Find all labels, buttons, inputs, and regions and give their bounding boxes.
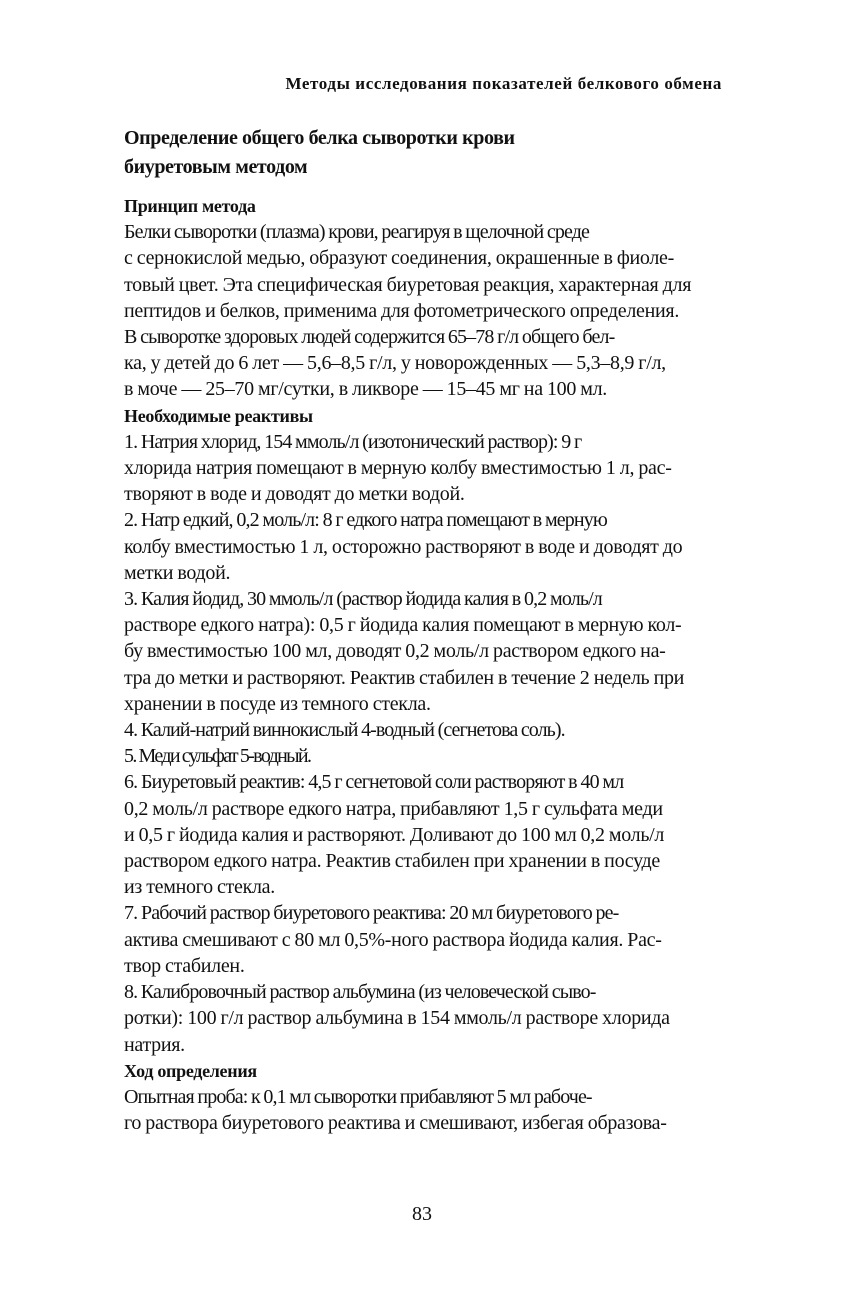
heading-procedure: Ход определения [124, 1060, 257, 1081]
reagent-item-2 [90, 507, 718, 586]
text-line: Опытная проба: к 0,1 мл сыворотки прибавляют 5 мл рабоче- [124, 1085, 592, 1108]
text-line: 3. Калия йодид, 30 ммоль/л (раствор йодида калия в 0,2 моль/л [124, 588, 602, 611]
text-line: го раствора биуретового реактива и смешивают, избегая образова- [124, 1112, 667, 1135]
text-line: 4. Калий-натрий виннокислый 4-водный (сегнетова соль). [124, 719, 565, 742]
heading-principle: Принцип метода [124, 196, 256, 216]
text-line: 0,2 моль/л растворе едкого натра, прибавляют 1,5 г сульфата меди [124, 797, 663, 820]
text-line: бу вместимостью 100 мл, доводят 0,2 моль/л раствором едкого на- [124, 640, 666, 663]
title-line-1: Определение общего белка сыворотки крови [124, 127, 515, 149]
text-line: метки водой. [124, 561, 231, 584]
text-line: с сернокислой медью, образуют соединения, окрашенные в фиоле- [124, 247, 674, 270]
text-line: товый цвет. Эта специфическая биуретовая реакция, характерная для [124, 273, 692, 296]
text-line: 1. Натрия хлорид, 154 ммоль/л (изотонический раствор): 9 г [124, 430, 582, 453]
running-header: Методы исследования показателей белкового обмена [285, 74, 722, 93]
section-title [124, 124, 724, 182]
text-line: в моче — 25–70 мг/сутки, в ликворе — 15–45 мг на 100 мл. [124, 378, 608, 401]
page-body [90, 193, 718, 1136]
text-line: 8. Калибровочный раствор альбумина (из человеческой сыво- [124, 981, 596, 1004]
reagent-item-6 [90, 769, 718, 900]
paragraph-norms [90, 324, 718, 403]
text-line: из темного стекла. [124, 876, 275, 899]
text-line: и 0,5 г йодида калия и растворяют. Доливают до 100 мл 0,2 моль/л [124, 823, 665, 846]
reagent-item-7 [90, 900, 718, 979]
reagent-item-3 [90, 586, 718, 717]
text-line: ротки): 100 г/л раствор альбумина в 154 ммоль/л растворе хлорида [124, 1007, 670, 1030]
reagent-item-8 [90, 979, 718, 1058]
text-line: Белки сыворотки (плазма) крови, реагируя в щелочной среде [124, 221, 589, 244]
text-line: твор стабилен. [124, 954, 245, 977]
text-line: 6. Биуретовый реактив: 4,5 г сегнетовой соли растворяют в 40 мл [124, 771, 624, 794]
text-line: раствором едкого натра. Реактив стабилен при хранении в посуде [124, 850, 660, 873]
text-line: хранении в посуде из темного стекла. [124, 692, 431, 715]
text-line: 2. Натр едкий, 0,2 моль/л: 8 г едкого натра помещают в мерную [124, 509, 607, 532]
text-line: 5. Меди сульфат 5-водный. [124, 745, 311, 768]
text-line: колбу вместимостью 1 л, осторожно растворяют в воде и доводят до [124, 535, 683, 558]
title-line-2: биуретовым методом [124, 156, 308, 178]
text-line: В сыворотке здоровых людей содержится 65–78 г/л общего бел- [124, 326, 615, 349]
page-number: 83 [412, 1203, 432, 1225]
heading-reagents: Необходимые реактивы [124, 405, 313, 426]
text-line: ка, у детей до 6 лет — 5,6–8,5 г/л, у новорожденных — 5,3–8,9 г/л, [124, 352, 666, 375]
text-line: актива смешивают с 80 мл 0,5%-ного раствора йодида калия. Рас- [124, 928, 662, 951]
text-line: натрия. [124, 1033, 185, 1056]
text-line: тра до метки и растворяют. Реактив стабилен в течение 2 недель при [124, 666, 685, 689]
text-line: растворе едкого натра): 0,5 г йодида калия помещают в мерную кол- [124, 614, 682, 637]
reagent-item-5 [90, 743, 718, 769]
text-line: 7. Рабочий раствор биуретового реактива: 20 мл биуретового ре- [124, 902, 619, 925]
paragraph-principle [90, 219, 718, 324]
paragraph-procedure [90, 1084, 718, 1136]
reagent-item-1 [90, 429, 718, 508]
text-line: творяют в воде и доводят до метки водой. [124, 483, 465, 506]
text-line: хлорида натрия помещают в мерную колбу вместимостью 1 л, рас- [124, 457, 672, 480]
text-line: пептидов и белков, применима для фотометрического определения. [124, 299, 680, 322]
reagent-item-4 [90, 717, 718, 743]
